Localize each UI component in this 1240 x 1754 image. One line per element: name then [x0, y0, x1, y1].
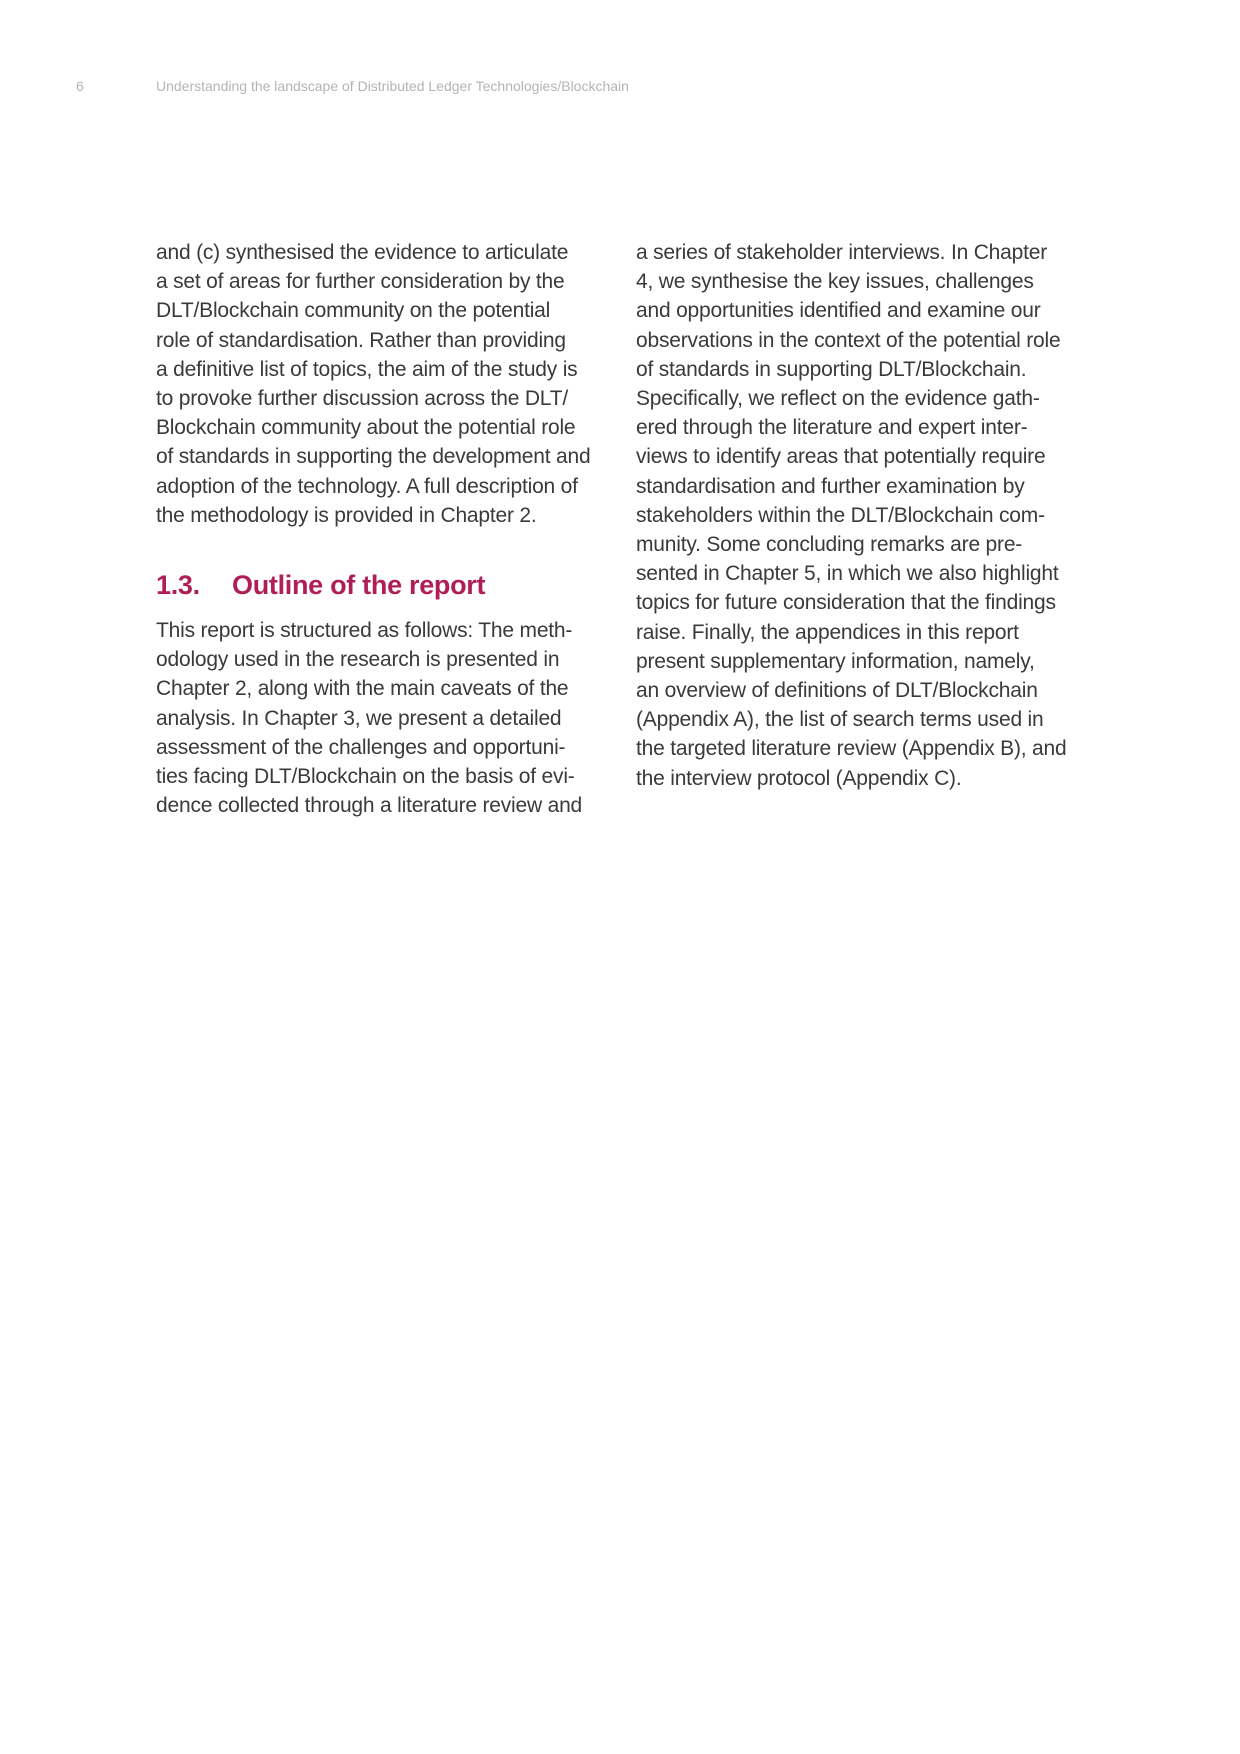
text-line: DLT/Blockchain community on the potential — [156, 299, 551, 323]
text-line: adoption of the technology. A full description of — [156, 474, 578, 498]
text-line: sented in Chapter 5, in which we also highlight — [636, 562, 1059, 586]
text-line: munity. Some concluding remarks are pre- — [636, 533, 1023, 557]
page-number: 6 — [76, 78, 84, 94]
text-line: present supplementary information, namely, — [636, 649, 1035, 673]
text-line: a set of areas for further consideration by the — [156, 270, 565, 294]
text-line: topics for future consideration that the findings — [636, 591, 1056, 615]
text-line: ered through the literature and expert inter- — [636, 416, 1028, 440]
running-title: Understanding the landscape of Distributed Ledger Technologies/Blockchain — [156, 78, 629, 94]
section-number: 1.3. — [156, 570, 200, 601]
text-line: the interview protocol (Appendix C). — [636, 766, 962, 790]
text-line: analysis. In Chapter 3, we present a detailed — [156, 706, 562, 730]
text-line: raise. Finally, the appendices in this report — [636, 620, 1019, 644]
text-line: views to identify areas that potentially require — [636, 445, 1046, 469]
text-line: of standards in supporting the development and — [156, 445, 591, 469]
text-line: (Appendix A), the list of search terms used in — [636, 708, 1044, 732]
section-heading — [156, 568, 608, 602]
text-line: of standards in supporting DLT/Blockchain. — [636, 357, 1027, 381]
text-line: assessment of the challenges and opportuni- — [156, 735, 566, 759]
intro-paragraph — [156, 238, 608, 530]
text-line: the targeted literature review (Appendix B), and — [636, 737, 1067, 761]
text-line: odology used in the research is presented in — [156, 648, 560, 672]
left-column — [156, 238, 608, 820]
text-line: an overview of definitions of DLT/Blockchain — [636, 679, 1038, 703]
outline-paragraph-continued — [636, 238, 1096, 793]
text-line: ties facing DLT/Blockchain on the basis of evi- — [156, 765, 575, 789]
outline-paragraph — [156, 616, 608, 820]
text-line: standardisation and further examination by — [636, 474, 1025, 498]
text-line: Specifically, we reflect on the evidence gath- — [636, 387, 1040, 411]
text-line: a series of stakeholder interviews. In Chapter — [636, 241, 1048, 264]
text-line: and (c) synthesised the evidence to articulate — [156, 241, 569, 264]
text-line: the methodology is provided in Chapter 2. — [156, 503, 537, 527]
text-line: and opportunities identified and examine our — [636, 299, 1041, 323]
text-line: a definitive list of topics, the aim of the study is — [156, 357, 578, 381]
text-line: stakeholders within the DLT/Blockchain com- — [636, 503, 1045, 527]
text-line: This report is structured as follows: The meth- — [156, 619, 573, 643]
text-line: observations in the context of the potential role — [636, 328, 1061, 352]
right-column — [636, 238, 1096, 793]
text-line: dence collected through a literature review and — [156, 794, 583, 818]
text-line: Chapter 2, along with the main caveats of the — [156, 677, 569, 701]
section-title: Outline of the report — [232, 570, 486, 601]
running-header — [76, 78, 629, 94]
text-line: to provoke further discussion across the DLT/ — [156, 387, 568, 411]
text-line: 4, we synthesise the key issues, challenges — [636, 270, 1034, 294]
text-line: role of standardisation. Rather than providing — [156, 328, 566, 352]
text-line: Blockchain community about the potential role — [156, 416, 576, 440]
